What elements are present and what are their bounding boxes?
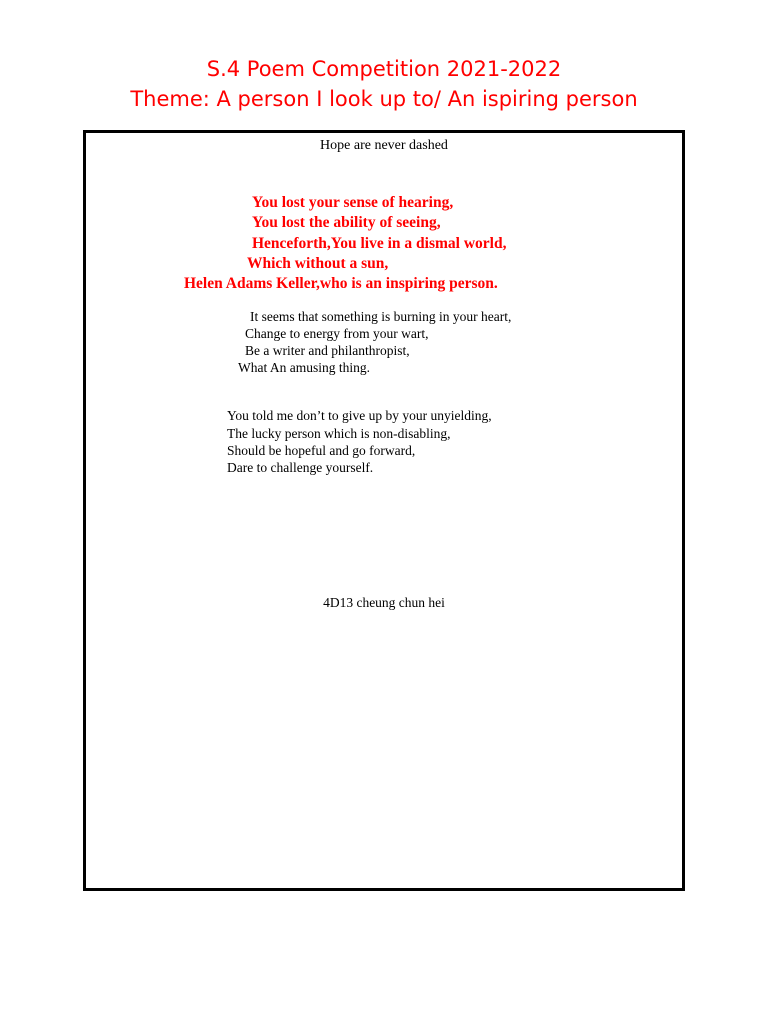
stanza-1-line: You lost the ability of seeing, <box>252 214 441 231</box>
stanza-2-line: Change to energy from your wart, <box>245 326 429 341</box>
stanza-3-line: Dare to challenge yourself. <box>227 460 374 475</box>
poem-frame <box>83 130 685 891</box>
stanza-3-line: Should be hopeful and go forward, <box>227 443 416 458</box>
stanza-3-line: You told me don’t to give up by your unyielding, <box>227 408 492 423</box>
stanza-2-line: It seems that something is burning in your heart, <box>250 309 512 324</box>
competition-title: S.4 Poem Competition 2021-2022 <box>206 57 562 81</box>
poem-title: Hope are never dashed <box>320 138 448 153</box>
poem-author: 4D13 cheung chun hei <box>323 595 445 610</box>
stanza-1-line: Helen Adams Keller,who is an inspiring person. <box>184 275 498 292</box>
stanza-1-line: You lost your sense of hearing, <box>252 194 454 211</box>
stanza-1-line: Henceforth,You live in a dismal world, <box>252 235 507 252</box>
stanza-3-line: The lucky person which is non-disabling, <box>227 426 451 441</box>
competition-theme: Theme: A person I look up to/ An ispiring person <box>130 87 638 111</box>
stanza-1-line: Which without a sun, <box>247 255 389 272</box>
stanza-2-line: What An amusing thing. <box>238 360 370 375</box>
stanza-2-line: Be a writer and philanthropist, <box>245 343 410 358</box>
